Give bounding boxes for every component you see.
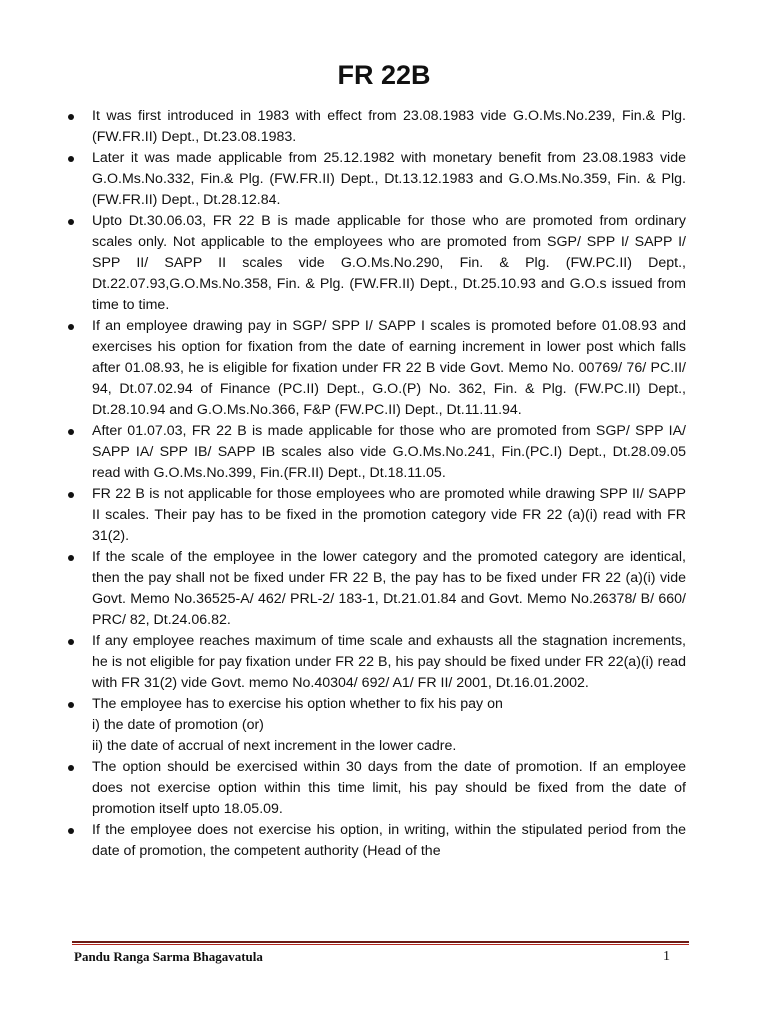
list-item [92, 694, 686, 757]
option-line-1: i) the date of promotion (or) [92, 717, 264, 733]
list-item-text: It was first introduced in 1983 with effect from 23.08.1983 vide G.O.Ms.No.239, Fin.& Plg. (FW.FR.II) Dept., Dt.23.08.1983. [92, 108, 686, 145]
list-item [92, 484, 686, 547]
footer-rule-accent [72, 944, 689, 945]
list-item [92, 316, 686, 421]
list-item-text: If the scale of the employee in the lower category and the promoted category are identical, then the pay shall not be fixed under FR 22 B, the pay has to be fixed under FR 22 (a)(i) vide Govt. Memo No.36525-A/ 462/ PRL-2/ 183-1, Dt.21.01.84 and Govt. Memo No.26378/ B/ 660/ PRC/ 82, Dt.24.06.82. [92, 549, 686, 628]
list-item-text: If any employee reaches maximum of time scale and exhausts all the stagnation increments, he is not eligible for pay fixation under FR 22 B, his pay should be fixed under FR 22(a)(i) read with FR 31(2) vide Govt. memo No.40304/ 692/ A1/ FR II/ 2001, Dt.16.01.2002. [92, 633, 686, 691]
list-item-text: After 01.07.03, FR 22 B is made applicable for those who are promoted from SGP/ SPP IA/ SAPP IA/ SPP IB/ SAPP IB scales also vide G.O.Ms.No.241, Fin.(PC.I) Dept., Dt.28.09.05 read with G.O.Ms.No.399, Fin.(FR.II) Dept., Dt.18.11.05. [92, 423, 686, 481]
list-item-text: Upto Dt.30.06.03, FR 22 B is made applicable for those who are promoted from ordinary scales only. Not applicable to the employees who are promoted from SGP/ SPP I/ SAPP I/ SPP II/ SAPP II scales vide G.O.Ms.No.290, Fin. & Plg. (FW.PC.II) Dept., Dt.22.07.93,G.O.Ms.No.358, Fin. & Plg. (FW.FR.II) Dept., Dt.25.10.93 and G.O.s issued from time to time. [92, 213, 686, 313]
list-item-text: Later it was made applicable from 25.12.1982 with monetary benefit from 23.08.1983 vide G.O.Ms.No.332, Fin.& Plg. (FW.FR.II) Dept., Dt.13.12.1983 and G.O.Ms.No.359, Fin. & Plg. (FW.FR.II) Dept., Dt.28.12.84. [92, 150, 686, 208]
footer-rule [72, 941, 689, 943]
list-item [92, 106, 686, 148]
list-item [92, 547, 686, 631]
list-item-text: If an employee drawing pay in SGP/ SPP I/ SAPP I scales is promoted before 01.08.93 and exercises his option for fixation from the date of earning increment in lower post which falls after 01.08.93, he is eligible for fixation under FR 22 B vide Govt. Memo No. 00769/ 76/ PC.II/ 94, Dt.07.02.94 of Finance (PC.II) Dept., G.O.(P) No. 362, Fin. & Plg. (FW.PC.II) Dept., Dt.28.10.94 and G.O.Ms.No.366, F&P (FW.PC.II) Dept., Dt.11.11.94. [92, 318, 686, 418]
list-item-text: The employee has to exercise his option whether to fix his pay on [92, 696, 503, 712]
list-item-text: FR 22 B is not applicable for those employees who are promoted while drawing SPP II/ SAPP II scales. Their pay has to be fixed in the promotion category vide FR 22 (a)(i) read with FR 31(2). [92, 486, 686, 544]
list-item [92, 211, 686, 316]
bullet-list [92, 106, 686, 862]
list-item-text: The option should be exercised within 30 days from the date of promotion. If an employee does not exercise option within this time limit, his pay should be fixed from the date of promotion itself upto 18.05.09. [92, 759, 686, 817]
list-item [92, 757, 686, 820]
list-item [92, 631, 686, 694]
list-item-text: If the employee does not exercise his option, in writing, within the stipulated period from the date of promotion, the competent authority (Head of the [92, 822, 686, 859]
list-item [92, 820, 686, 862]
page-number: 1 [663, 949, 670, 964]
list-item [92, 148, 686, 211]
footer-author: Pandu Ranga Sarma Bhagavatula [74, 949, 263, 964]
page-title: FR 22B [337, 60, 431, 90]
list-item [92, 421, 686, 484]
option-line-2: ii) the date of accrual of next increment in the lower cadre. [92, 738, 457, 754]
